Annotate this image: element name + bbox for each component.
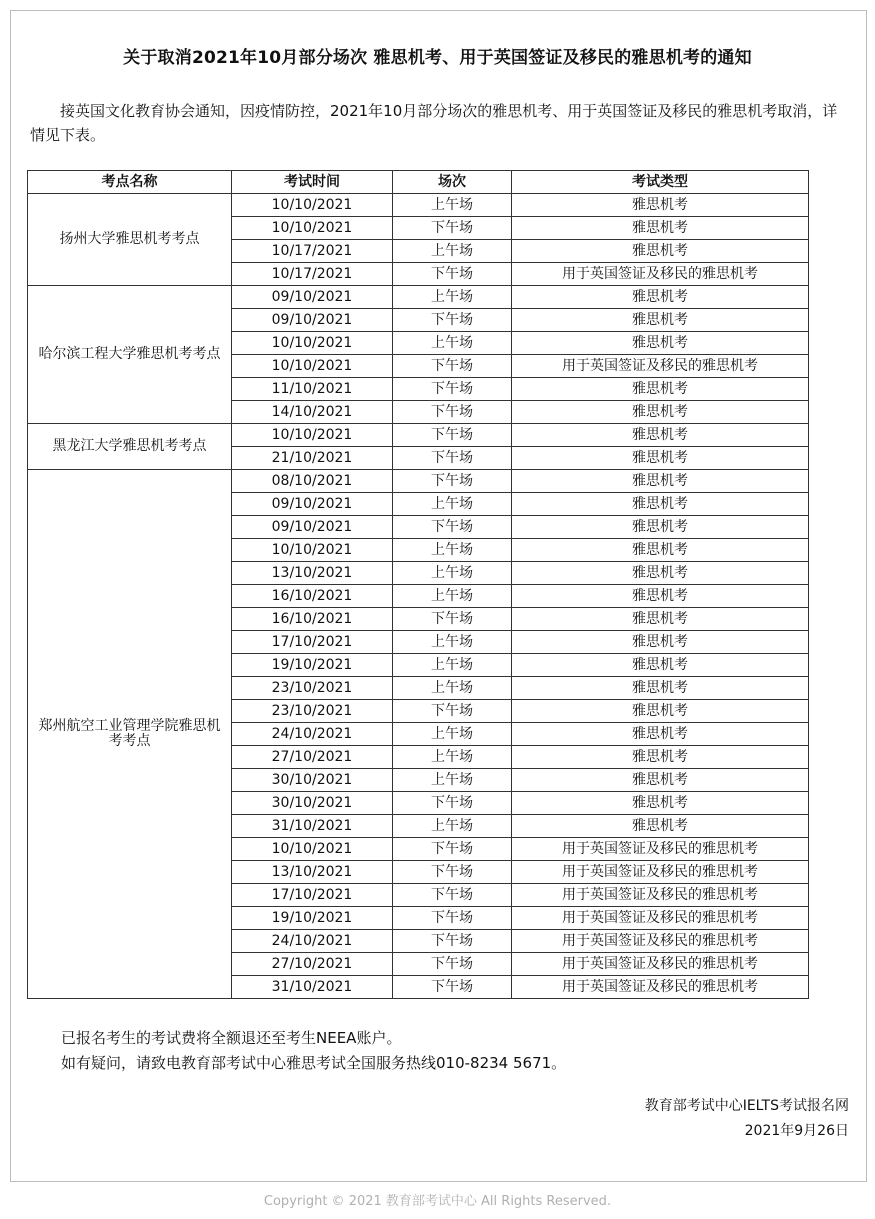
type-cell: 雅思机考: [512, 217, 809, 240]
type-cell: 雅思机考: [512, 608, 809, 631]
date-cell: 31/10/2021: [232, 815, 393, 838]
date-cell: 10/10/2021: [232, 355, 393, 378]
date-cell: 09/10/2021: [232, 493, 393, 516]
header-session: 场次: [393, 171, 512, 194]
date-cell: 11/10/2021: [232, 378, 393, 401]
type-cell: 雅思机考: [512, 792, 809, 815]
notes: [61, 1026, 566, 1076]
date-cell: 10/10/2021: [232, 424, 393, 447]
table-row: [28, 424, 809, 447]
session-cell: 下午场: [393, 976, 512, 999]
date-cell: 19/10/2021: [232, 907, 393, 930]
session-cell: 下午场: [393, 930, 512, 953]
date-cell: 23/10/2021: [232, 677, 393, 700]
type-cell: 雅思机考: [512, 631, 809, 654]
date-cell: 10/10/2021: [232, 332, 393, 355]
type-cell: 用于英国签证及移民的雅思机考: [512, 976, 809, 999]
type-cell: 雅思机考: [512, 769, 809, 792]
date-cell: 09/10/2021: [232, 516, 393, 539]
session-cell: 上午场: [393, 769, 512, 792]
session-cell: 上午场: [393, 654, 512, 677]
date-cell: 10/17/2021: [232, 240, 393, 263]
session-cell: 上午场: [393, 194, 512, 217]
header-type: 考试类型: [512, 171, 809, 194]
notice-title: 关于取消2021年10月部分场次 雅思机考、用于英国签证及移民的雅思机考的通知: [123, 48, 752, 68]
type-cell: 雅思机考: [512, 194, 809, 217]
date-cell: 10/10/2021: [232, 539, 393, 562]
session-cell: 上午场: [393, 585, 512, 608]
session-cell: 下午场: [393, 401, 512, 424]
session-cell: 上午场: [393, 539, 512, 562]
session-cell: 下午场: [393, 217, 512, 240]
refund-note: 已报名考生的考试费将全额退还至考生NEEA账户。: [61, 1029, 402, 1047]
type-cell: 雅思机考: [512, 447, 809, 470]
date-cell: 10/10/2021: [232, 217, 393, 240]
date-cell: 09/10/2021: [232, 286, 393, 309]
type-cell: 雅思机考: [512, 585, 809, 608]
table-row: [28, 470, 809, 493]
type-cell: 雅思机考: [512, 700, 809, 723]
session-cell: 下午场: [393, 608, 512, 631]
date-cell: 10/10/2021: [232, 838, 393, 861]
session-cell: 下午场: [393, 263, 512, 286]
date-cell: 10/10/2021: [232, 194, 393, 217]
cancellation-table: [27, 170, 809, 999]
date-cell: 27/10/2021: [232, 953, 393, 976]
date-cell: 13/10/2021: [232, 562, 393, 585]
date-cell: 17/10/2021: [232, 631, 393, 654]
date-cell: 16/10/2021: [232, 585, 393, 608]
session-cell: 下午场: [393, 516, 512, 539]
type-cell: 雅思机考: [512, 424, 809, 447]
table-body: [28, 194, 809, 999]
type-cell: 雅思机考: [512, 723, 809, 746]
type-cell: 雅思机考: [512, 332, 809, 355]
type-cell: 雅思机考: [512, 309, 809, 332]
date-cell: 23/10/2021: [232, 700, 393, 723]
type-cell: 用于英国签证及移民的雅思机考: [512, 263, 809, 286]
session-cell: 下午场: [393, 378, 512, 401]
session-cell: 上午场: [393, 631, 512, 654]
type-cell: 雅思机考: [512, 815, 809, 838]
date-cell: 24/10/2021: [232, 723, 393, 746]
type-cell: 用于英国签证及移民的雅思机考: [512, 953, 809, 976]
session-cell: 下午场: [393, 355, 512, 378]
type-cell: 雅思机考: [512, 240, 809, 263]
date-cell: 27/10/2021: [232, 746, 393, 769]
session-cell: 下午场: [393, 447, 512, 470]
date-cell: 17/10/2021: [232, 884, 393, 907]
date-cell: 13/10/2021: [232, 861, 393, 884]
type-cell: 雅思机考: [512, 378, 809, 401]
copyright: Copyright © 2021 教育部考试中心 All Rights Reserved.: [263, 1194, 612, 1209]
session-cell: 下午场: [393, 700, 512, 723]
date-cell: 16/10/2021: [232, 608, 393, 631]
date-cell: 08/10/2021: [232, 470, 393, 493]
table-row: [28, 194, 809, 217]
session-cell: 下午场: [393, 861, 512, 884]
type-cell: 雅思机考: [512, 401, 809, 424]
session-cell: 上午场: [393, 562, 512, 585]
type-cell: 雅思机考: [512, 516, 809, 539]
session-cell: 上午场: [393, 677, 512, 700]
type-cell: 用于英国签证及移民的雅思机考: [512, 930, 809, 953]
date-cell: 14/10/2021: [232, 401, 393, 424]
session-cell: 下午场: [393, 884, 512, 907]
type-cell: 用于英国签证及移民的雅思机考: [512, 838, 809, 861]
type-cell: 雅思机考: [512, 677, 809, 700]
table-row: [28, 286, 809, 309]
session-cell: 上午场: [393, 493, 512, 516]
site-name-cell: 哈尔滨工程大学雅思机考考点: [28, 286, 232, 424]
type-cell: 雅思机考: [512, 286, 809, 309]
session-cell: 上午场: [393, 240, 512, 263]
date-cell: 19/10/2021: [232, 654, 393, 677]
session-cell: 上午场: [393, 815, 512, 838]
intro-paragraph: 接英国文化教育协会通知，因疫情防控，2021年10月部分场次的雅思机考、用于英国签证及移民的雅思机考取消，详情见下表。: [30, 102, 838, 144]
date-cell: 09/10/2021: [232, 309, 393, 332]
date-cell: 31/10/2021: [232, 976, 393, 999]
session-cell: 下午场: [393, 470, 512, 493]
date-cell: 30/10/2021: [232, 769, 393, 792]
session-cell: 下午场: [393, 953, 512, 976]
session-cell: 下午场: [393, 309, 512, 332]
type-cell: 雅思机考: [512, 746, 809, 769]
header-site: 考点名称: [28, 171, 232, 194]
type-cell: 雅思机考: [512, 562, 809, 585]
session-cell: 下午场: [393, 792, 512, 815]
type-cell: 用于英国签证及移民的雅思机考: [512, 907, 809, 930]
session-cell: 下午场: [393, 424, 512, 447]
type-cell: 雅思机考: [512, 654, 809, 677]
signature: [645, 1094, 849, 1144]
signature-org: 教育部考试中心IELTS考试报名网: [644, 1098, 849, 1114]
type-cell: 用于英国签证及移民的雅思机考: [512, 884, 809, 907]
session-cell: 下午场: [393, 838, 512, 861]
session-cell: 下午场: [393, 907, 512, 930]
hotline-note: 如有疑问，请致电教育部考试中心雅思考试全国服务热线010-8234 5671。: [61, 1054, 567, 1072]
site-name-cell: 扬州大学雅思机考考点: [28, 194, 232, 286]
session-cell: 上午场: [393, 723, 512, 746]
type-cell: 用于英国签证及移民的雅思机考: [512, 861, 809, 884]
table-header-row: [28, 171, 809, 194]
date-cell: 10/17/2021: [232, 263, 393, 286]
date-cell: 24/10/2021: [232, 930, 393, 953]
type-cell: 雅思机考: [512, 539, 809, 562]
header-date: 考试时间: [232, 171, 393, 194]
date-cell: 30/10/2021: [232, 792, 393, 815]
date-cell: 21/10/2021: [232, 447, 393, 470]
type-cell: 雅思机考: [512, 493, 809, 516]
signature-date: 2021年9月26日: [744, 1123, 849, 1139]
session-cell: 上午场: [393, 286, 512, 309]
site-name-cell: 郑州航空工业管理学院雅思机考考点: [28, 470, 232, 999]
site-name-cell: 黑龙江大学雅思机考考点: [28, 424, 232, 470]
session-cell: 上午场: [393, 746, 512, 769]
type-cell: 雅思机考: [512, 470, 809, 493]
session-cell: 上午场: [393, 332, 512, 355]
type-cell: 用于英国签证及移民的雅思机考: [512, 355, 809, 378]
